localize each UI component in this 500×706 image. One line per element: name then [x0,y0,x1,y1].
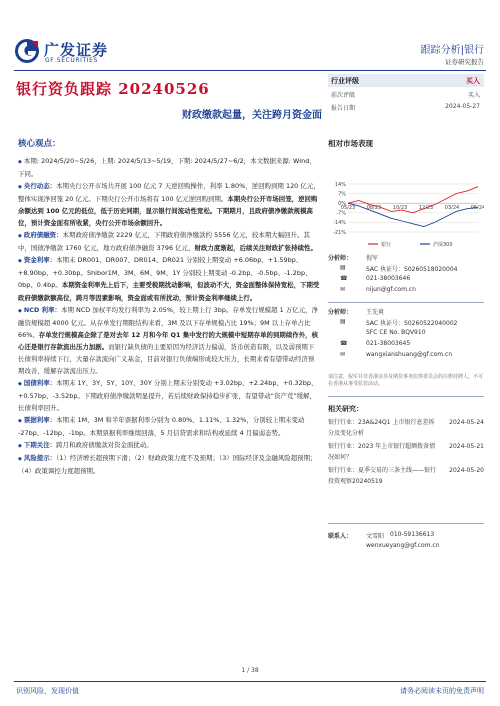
paragraph-heading: 风险提示： [23,454,57,463]
phone-icon: ☎ [340,275,348,282]
core-view-paragraph [18,439,320,452]
report-date-label: 报告日期 [331,105,356,112]
analyst-2-role: 分析师： [328,309,353,316]
paragraph-emphasis: 存单发行规模高企除了是对去年 12 月和今年 Q1 集中发行的大规模中短期存单的到期续作外，核心还是银行存款流出压力加剧。 [18,330,319,351]
core-views-body [18,155,320,477]
analyst-2-sfc-row [328,328,484,339]
analyst-2-name-row [328,306,484,317]
x-tick-label: 10/23 [392,205,408,212]
analyst-1-email-row [328,285,484,296]
contact-phone: 010-59136613 [390,531,435,538]
previous-rating-value: 买入 [467,92,480,99]
paragraph-heading: 国债利率： [23,378,57,387]
related-item-date: 2024-05-20 [449,467,484,474]
analyst-divider-2 [328,396,484,397]
paragraph-heading: 票据利率： [23,415,57,424]
y-tick-label: 14% [334,181,346,188]
paragraph-text: 本期末 1M、3M 和半年票据利率分别为 0.80%、1.11%、1.32%，分别较上期末变动 -27bp、-12bp、-1bp。本期票据利率继续回落，5 月信贷需求和结构或延续 4 月偏弱态势。 [18,415,305,438]
related-item[interactable] [328,418,484,442]
analyst-1-role: 分析师： [328,255,353,262]
bullet-icon: ◆ [18,307,22,314]
related-item-title: 银行行业：夏季交易的三条主线——银行投资观察20240519 [328,467,437,485]
legend-label: 银行 [381,242,392,248]
y-tick-label: 0% [338,201,346,207]
analyst-block-1 [328,252,484,296]
bullet-icon: ◆ [18,456,22,463]
analyst-1-phone-row [328,274,484,285]
paragraph-tail: 而银行缺负债的主要原因为经济活力偏弱，货币创造有限，以及弱预期下长债利率持续下行，大量存款流向广义基金，目前对银行负债端形成较大压力，长期来看有望带动经济预期改善，缓解存款流出压力。 [18,342,315,375]
analyst-1-email[interactable]: nijun@gf.com.cn [366,286,416,293]
analyst-2-name: 王先爽 [366,309,385,316]
report-type: 证券研究报告 [445,58,484,66]
analyst-divider-1 [328,302,484,303]
page-number: 1 / 38 [241,667,259,674]
paragraph-text: 本期 NCD 加权平均发行利率为 2.05%，较上期上行 3bp。存单发行规模超 1 万亿元，净融资规模超 4000 亿元。从存单发行期限结构来看，3M 及以下存单规模占比 19%；9M 以上存单占比 66%。 [18,305,319,339]
contact-email[interactable]: wenxueyang@gf.com.cn [366,542,440,549]
report-date-value: 2024-05-27 [445,103,480,110]
contact-block [328,530,484,552]
bullet-icon: ◆ [18,258,22,265]
report-date-row [328,100,484,113]
y-tick-label: 7% [338,191,346,198]
contact-email-row [328,541,484,552]
industry-rating-value: 买入 [466,77,480,85]
analyst-1-sac-row [328,263,484,274]
bullet-icon: ◆ [18,443,22,450]
email-icon: ✉ [340,286,346,293]
core-view-paragraph [18,414,320,439]
market-performance-heading: 相对市场表现 [328,139,373,148]
relative-performance-svg [328,178,484,250]
paragraph-heading: 政府债融资： [23,231,63,240]
analyst-2-sac: SAC 执证号：S0260522040002 [366,320,458,327]
paragraph-text: 本期央行公开市场共开展 100 亿元 7 天逆回购操作，利率 1.80%，逆回购到期 120 亿元，整体实现净回笼 20 亿元。下期央行公开市场将有 100 亿元逆回购到期。 [18,182,320,204]
analyst-2-phone: 021-38003645 [366,340,411,347]
bullet-icon: ◆ [18,184,22,191]
previous-rating-label: 前次评级 [331,92,356,99]
footer-slogan: 识别风险，发现价值 [16,687,79,695]
email-icon: ✉ [340,351,346,358]
paragraph-emphasis: 本期资金利率先上后下，主要受税期扰动影响，但波动不大，资金面整体保持宽松，下期受政府债缴款额高位，跨月等因素影响，资金面或有所扰动，预计资金利率继续上行。 [18,281,320,302]
core-views-heading: 核心观点： [18,139,61,149]
core-view-paragraph [18,254,320,303]
bullet-icon: ◆ [18,233,22,240]
bullet-icon: ◆ [18,380,22,387]
paragraph-text: 本期末 1Y、3Y、5Y、10Y、30Y 分别上期末分别变动 +3.02bp、+2.24bp、+0.32bp、+0.57bp、-3.52bp。下期政府债净缴款明显提升，若后续财政保持稳步扩张，有望带动“资产荒”缓解，长债利率回升。 [18,378,318,412]
core-view-paragraph [18,377,320,414]
analyst-2-phone-row [328,339,484,350]
registration-notice: 请注意，倪军并非香港证券及期货事务监察委员会的注册持牌人，不可在香港从事受监管活动。 [328,374,484,387]
analyst-2-email[interactable]: wangxianshuang@gf.com.cn [366,351,453,358]
x-tick-label: 08/23 [366,205,382,212]
bullet-icon: ◆ [18,159,22,165]
core-view-paragraph [18,304,320,377]
certificate-icon: ▤ [340,318,346,325]
paragraph-text: （1）经济增长超预期下滑；（2）财政政策力度不及预期；（3）国际经济及金融风险超预期；（4）政策调控力度超预期。 [18,454,317,476]
analyst-block-2 [328,306,484,361]
header-divider [14,70,486,71]
phone-icon: ☎ [340,340,348,347]
paragraph-text: 本期: 2024/5/20~5/26，上期: 2024/5/13~5/19，下期: 2024/5/27~6/2，本文数据来源: Wind，下同。 [18,157,316,179]
analyst-1-sac: SAC 执证号：S0260518020004 [366,266,458,273]
x-tick-label: 03/24 [444,205,460,212]
y-tick-label: -14% [333,220,346,227]
y-tick-label: -21% [333,229,346,236]
related-item-title: 银行行业：23A&24Q1 上市银行息差拆分及变化分析 [328,419,435,437]
analyst-1-name-row [328,252,484,263]
paragraph-text: 本期政府债净缴款 2229 亿元，下期政府债净缴款约 5556 亿元，较本期大幅回升。其中，国债净缴款 1760 亿元，地方政府债净融资 3796 亿元， [18,231,310,253]
legend-label: 沪深300 [433,242,453,248]
related-research-heading: 相关研究： [328,405,363,413]
core-view-paragraph [18,229,320,254]
report-category: 跟踪分析|银行 [420,45,484,56]
logo-english-name: GF SECURITIES [45,57,98,64]
core-view-paragraph [18,155,320,180]
analyst-1-name: 倪军 [366,255,379,262]
contact-name-row [328,530,484,541]
paragraph-heading: 央行动态： [23,182,57,191]
paragraph-heading: 下期关注： [23,441,57,450]
analyst-1-phone: 021-38003646 [366,275,411,282]
report-title: 银行资负跟踪 20240526 [16,80,210,98]
related-item[interactable] [328,442,484,466]
related-item-date: 2024-05-24 [449,419,484,426]
related-item-date: 2024-05-21 [449,443,484,450]
relative-performance-chart [328,178,484,250]
analyst-2-sac-row [328,317,484,328]
industry-rating-bar [328,74,484,87]
paragraph-text: 跨月和政府债缴款对资金面扰动。 [56,441,153,450]
paragraph-heading: 资金利率： [23,256,57,265]
previous-rating-row [328,87,484,100]
paragraph-heading: NCD 利率： [23,305,61,314]
contact-name: 文雪阳 [366,533,385,540]
related-item[interactable] [328,466,484,502]
bullet-icon: ◆ [18,417,22,424]
company-logo [14,38,134,68]
related-research-list [328,418,484,502]
footer-disclaimer[interactable]: 请务必阅读末页的免责声明 [400,687,484,695]
logo-chinese-name: 广发证券 [44,41,109,59]
x-tick-label: 12/23 [418,205,434,212]
contact-role: 联系人： [328,533,353,540]
analyst-2-email-row [328,350,484,361]
paragraph-text: 本期末 DR001、DR007、DR014、DR021 分别较上期变动 +6.06bp、+1.59bp、+8.90bp、+0.30bp。Shibor1M、3M、6M、9M、1Y 分别较上期变动 -0.2bp、-0.5bp、-1.2bp、0bp、0.4bp。 [18,256,312,290]
y-tick-label: -7% [336,210,346,217]
paragraph-emphasis: 财政力度渐起，后续关注财政扩张持续性。 [194,244,317,253]
x-tick-label: 05/23 [340,205,356,212]
gf-logo-icon [14,38,40,64]
certificate-icon: ▤ [340,264,346,271]
related-item-title: 银行行业：2023 年上市银行超额拨备情况如何？ [328,443,436,461]
core-view-paragraph [18,452,320,477]
paragraph-emphasis: 本期央行公开市场回笼，逆回购余额达到 100 亿元的低位，低于历史同期，显示银行间流动性宽松。下期期月，且政府债净缴款规模高位，预计资金面有所收紧，央行公开市场余额回升。 [18,195,318,228]
related-divider [328,523,484,524]
core-view-paragraph [18,180,320,229]
analyst-2-sfc: SFC CE No. BQV910 [366,329,426,336]
industry-rating-label: 行业评级 [331,77,359,85]
footer-divider [14,681,486,682]
x-tick-label: 05/24 [470,205,484,212]
report-subtitle: 财政缴款起量，关注跨月资金面 [182,110,322,121]
